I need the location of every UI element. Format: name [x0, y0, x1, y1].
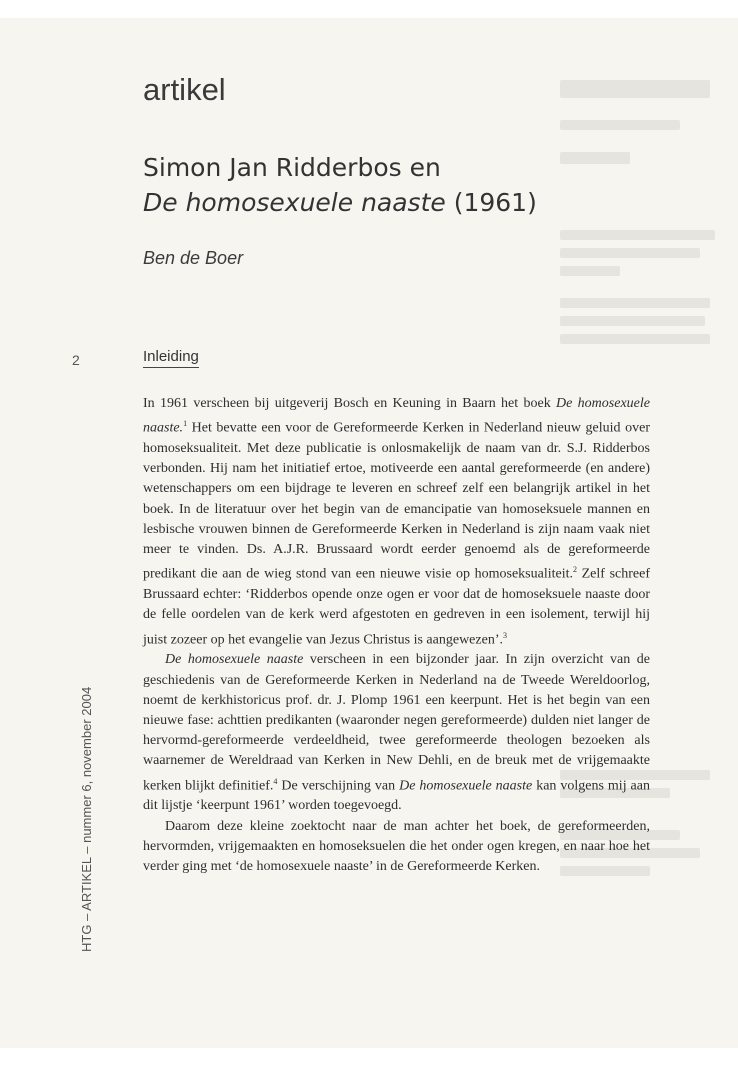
paragraph-text: verscheen in een bijzonder jaar. In zijn overzicht van de geschiedenis van de Gereformeerde Kerken in Nederland na de Tweede Wereldoorlog, noemt de kerkhistoricus prof. dr. J. Plomp 1961 een keerpunt. Het is het begin van een nieuwe fase: achttien predikanten (waaronder negen gereformeerde) dulden niet langer de hervormd-gereformeerde verdeeldheid, twee gereformeerde theologen bezoeken als waarnemer de Wereldraad van Kerken in New Dehli, en de breuk met de vrijgemaakte kerken blijkt definitief. — [143, 652, 650, 794]
title-year: (1961) — [445, 188, 537, 217]
paragraph-text: kan volgens mij aan dit lijstje ‘keerpunt 1961’ worden toegevoegd. — [143, 778, 650, 814]
italic-text: De homosexuele naaste — [165, 652, 304, 668]
paragraph-text: Daarom deze kleine zoektocht naar de man achter het boek, de gereformeerden, hervormden, vrijgemaakten en homoseksuelen die het onder ogen kregen, en naar hoe het verder ging met ‘de homosexuele naaste’ in de Gereformeerde Kerken. — [143, 818, 650, 875]
footnote-marker: 3 — [502, 630, 507, 640]
section-heading: Inleiding — [143, 348, 199, 368]
page-number: 2 — [72, 352, 80, 368]
article-kicker: artikel — [143, 72, 226, 107]
paragraph-text: In 1961 verscheen bij uitgeverij Bosch en Keuning in Baarn het boek — [143, 396, 557, 411]
body-paragraph — [143, 394, 650, 650]
italic-text: De homosexuele naaste — [399, 778, 533, 794]
article-title — [143, 150, 537, 220]
running-head: HTG – ARTIKEL – nummer 6, november 2004 — [79, 686, 94, 952]
paragraph-text: De verschijning van — [277, 778, 400, 794]
footnote-marker: 1 — [183, 419, 188, 429]
body-paragraph — [143, 650, 650, 816]
body-paragraph — [143, 817, 650, 878]
paragraph-text: Zelf schreef Brussaard echter: ‘Ridderbos opende onze ogen er voor dat de homoseksuele naaste door de felle oordelen van de kerk werd afgestoten en gedreven in een isolement, terwijl hij juist zozeer op het evangelie van Jezus Christus is aangewezen’. — [143, 566, 650, 648]
italic-text: De homosexuele naaste. — [143, 396, 650, 436]
title-line-1: Simon Jan Ridderbos en — [143, 153, 441, 182]
title-book-name: De homosexuele naaste — [143, 188, 446, 217]
footnote-marker: 2 — [573, 565, 577, 575]
footnote-marker: 4 — [273, 776, 278, 786]
article-body — [143, 394, 650, 877]
paragraph-text: Het bevatte een voor de Gereformeerde Kerken in Nederland nieuw geluid over homoseksualiteit. Met deze publicatie is onlosmakelijk de naam van dr. S.J. Ridderbos verbonden. Hij nam het initiatief ertoe, motiveerde een aantal gereformeerde (en andere) wetenschappers om een bijdrage te leveren en schreef zelf een belangrijk artikel in het boek. In de literatuur over het begin van de emancipatie van homoseksuele mannen en lesbische vrouwen binnen de Gereformeerde Kerken in Nederland is zijn naam vaak niet meer te vinden. Ds. A.J.R. Brussaard wordt eerder genoemd als de gereformeerde predikant die aan de wieg stond van een nieuwe visie op homoseksualiteit. — [143, 420, 650, 582]
article-author: Ben de Boer — [143, 248, 244, 268]
